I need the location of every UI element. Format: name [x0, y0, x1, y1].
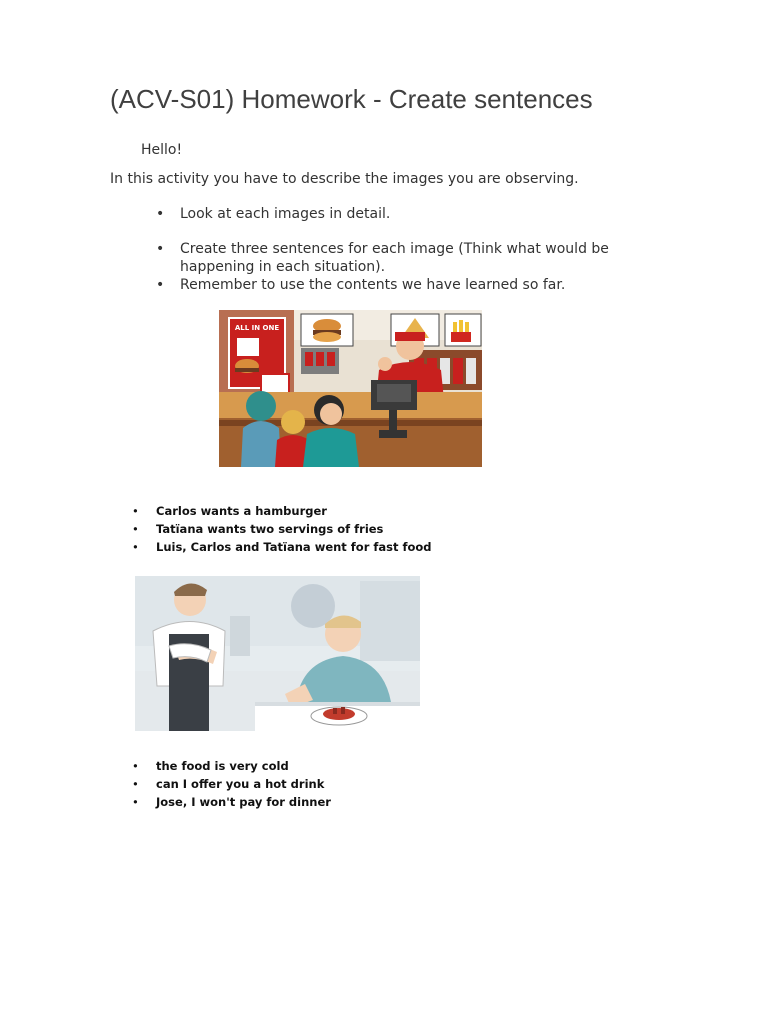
sentence-item: • the food is very cold	[132, 757, 331, 775]
sentence-item: • Carlos wants a hamburger	[132, 502, 432, 520]
instruction-list	[156, 205, 616, 294]
image2-sentence-list	[132, 757, 331, 811]
page-title: (ACV-S01) Homework - Create sentences	[110, 84, 593, 114]
sentence-item: • can I offer you a hot drink	[132, 775, 331, 793]
image1-sentence-list	[132, 502, 432, 556]
sentence-item: • Tatïana wants two servings of fries	[132, 520, 432, 538]
greeting-text: Hello!	[141, 142, 183, 158]
instruction-item: • Create three sentences for each image (Think what would be happening in each situation).	[156, 240, 616, 276]
restaurant-complaint-illustration	[135, 576, 420, 731]
sentence-item: • Jose, I won't pay for dinner	[132, 793, 331, 811]
sign-text: ALL IN ONE	[234, 324, 280, 332]
instruction-item: • Remember to use the contents we have learned so far.	[156, 276, 616, 294]
fast-food-illustration	[219, 310, 482, 467]
instruction-item: • Look at each images in detail.	[156, 205, 616, 223]
sentence-item: • Luis, Carlos and Tatïana went for fast food	[132, 538, 432, 556]
intro-text: In this activity you have to describe the images you are observing.	[110, 171, 579, 187]
